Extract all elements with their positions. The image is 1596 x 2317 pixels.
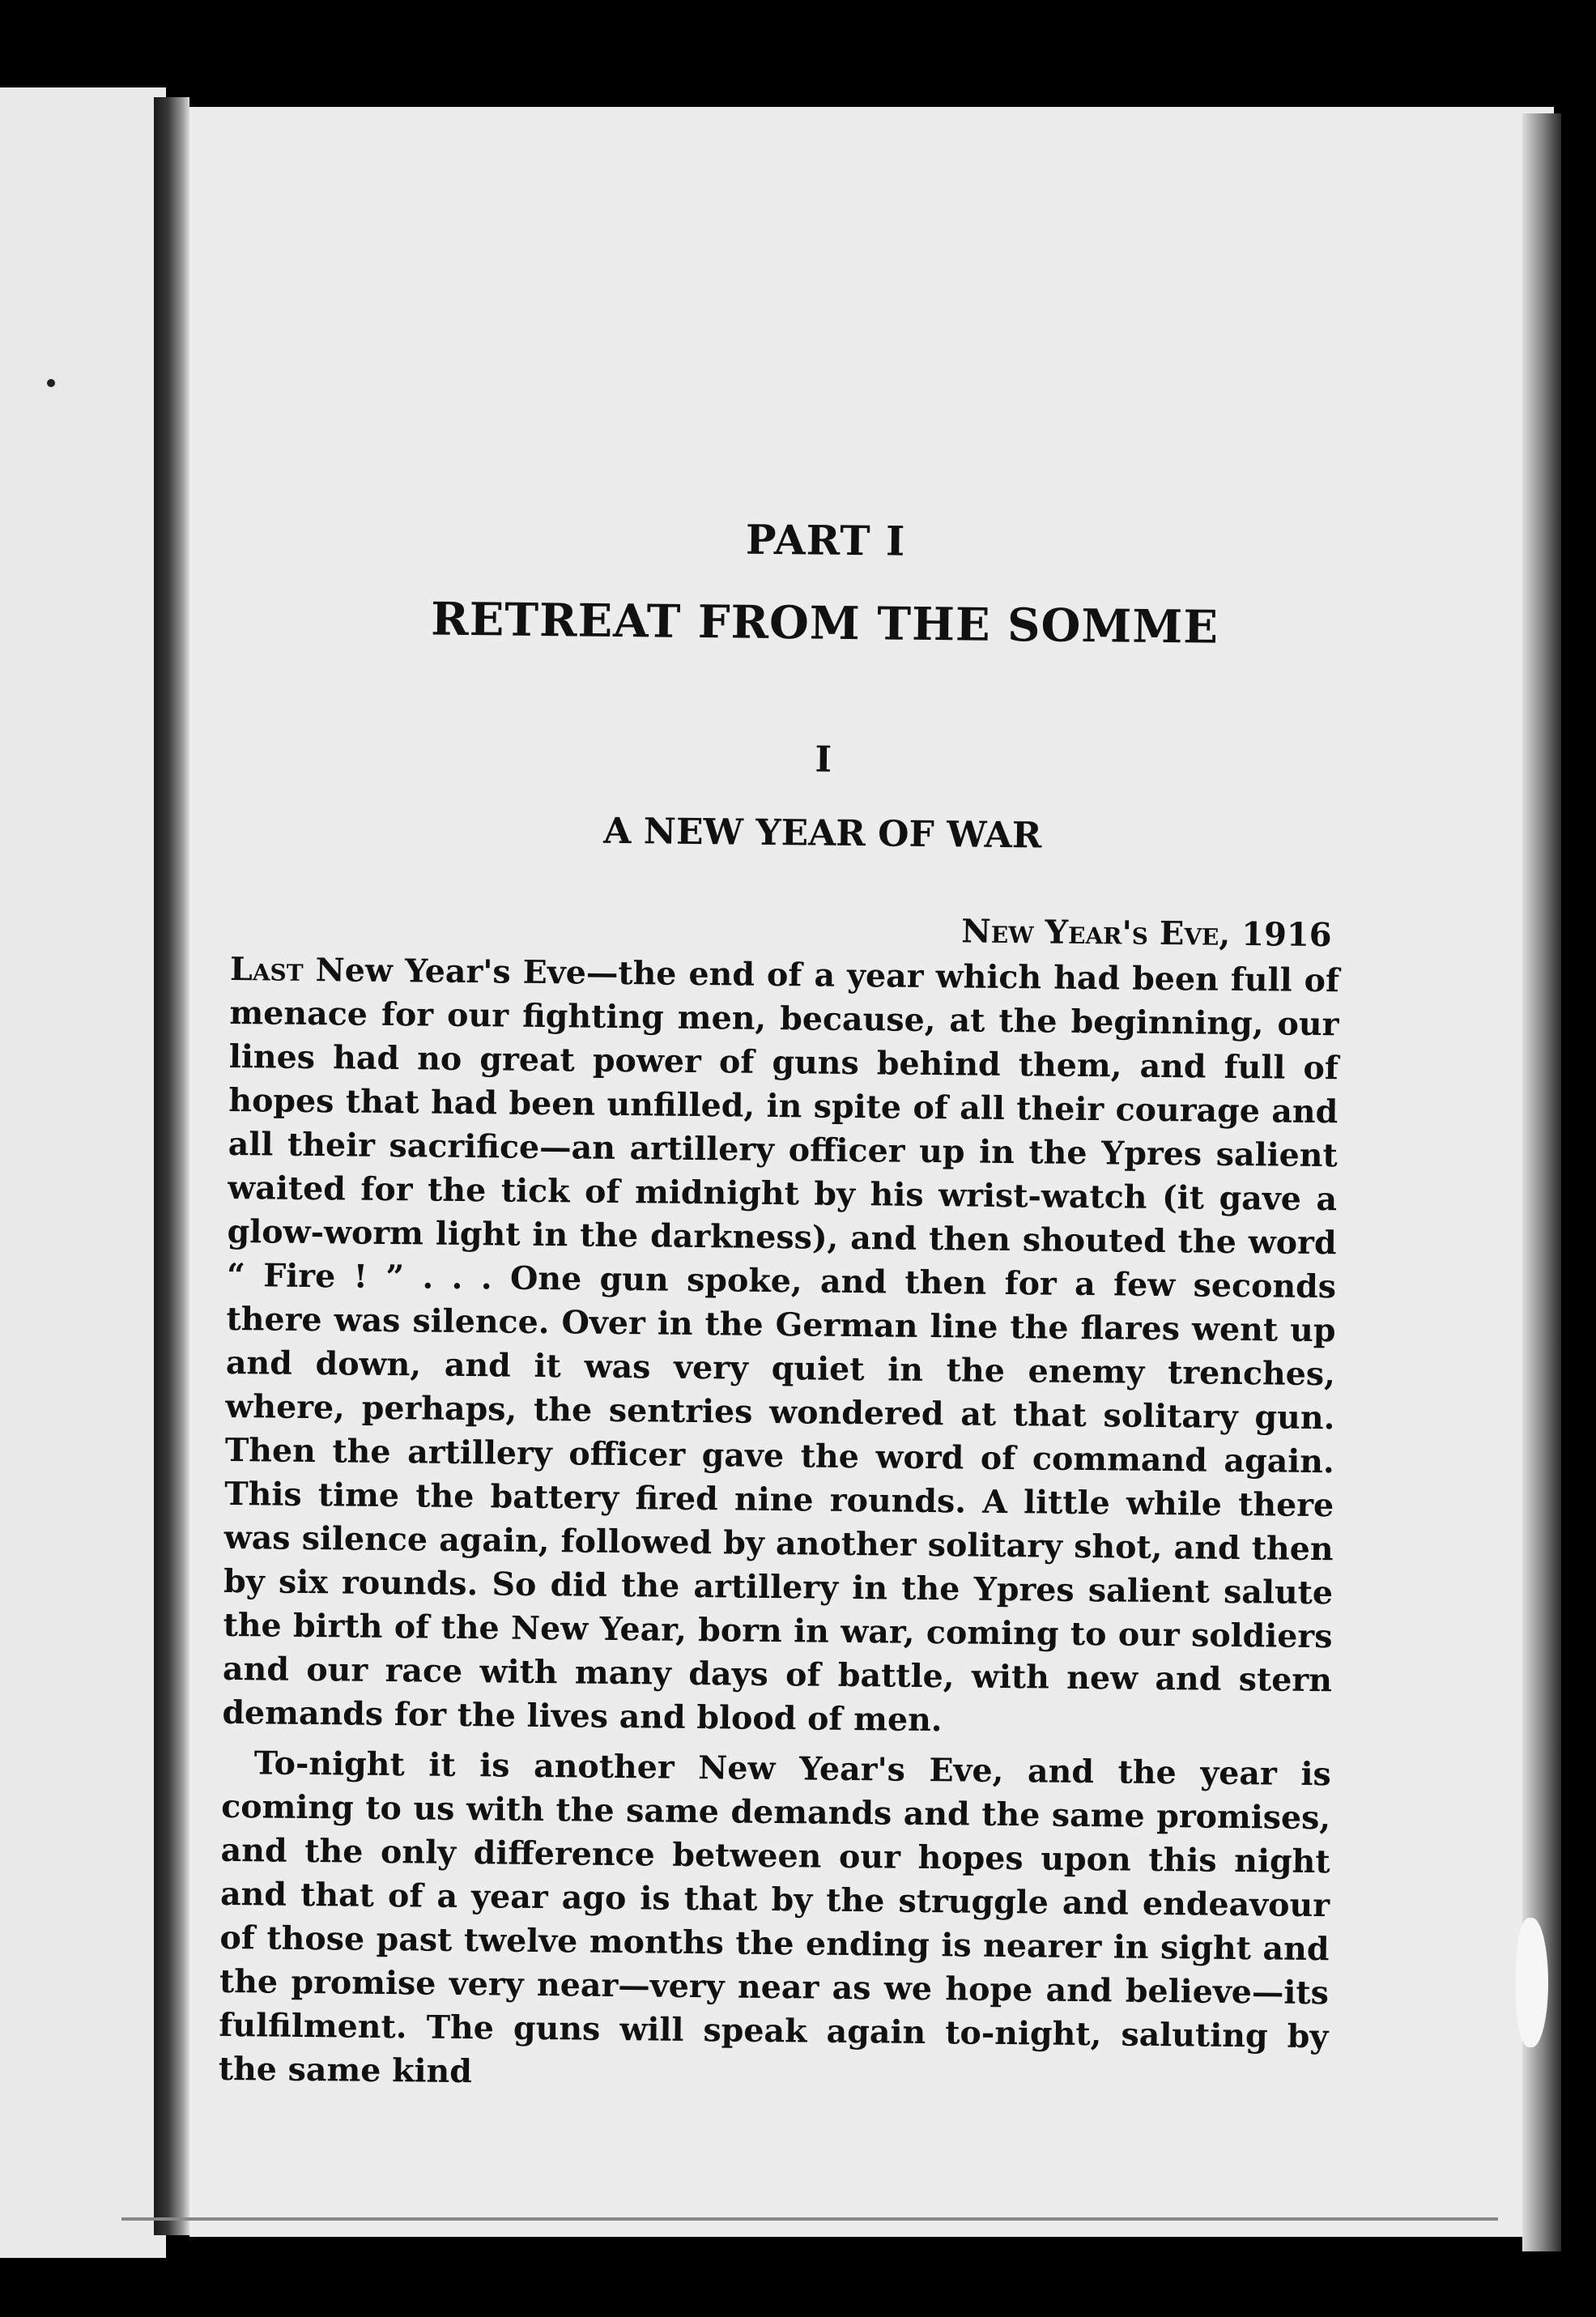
- facing-page-edge: [0, 87, 166, 2258]
- chapter-number: I: [815, 739, 832, 781]
- dateline: New Year's Eve, 1916: [961, 912, 1332, 955]
- paragraph-2: To-night it is another New Year's Eve, and the year is coming to us with the same demands and the same promises, and the only difference between our hopes upon this night and that of a year ago is that by the struggle and endeavour of those past twelve months the ending is nearer in sight and the promise very near—very near as we hope and believe—its fulfilment. The guns will speak again to-night, saluting by the same kind: [218, 1744, 1331, 2091]
- book-gutter: [154, 97, 189, 2235]
- paragraph-1: [222, 948, 1339, 1746]
- lead-word: Last: [229, 950, 304, 989]
- ink-speck: [47, 379, 55, 387]
- page-content: [219, 510, 1344, 2102]
- paragraph-1-text: New Year's Eve—the end of a year which had been full of menace for our fighting men, because, at the beginning, our lines had no great power of guns behind them, and full of hopes that had been unfilled, in spite of all their courage and all their sacrifice—an artillery officer up in the Ypres salient waited for the tick of midnight by his wrist-watch (it gave a glow-worm light in the darkness), and then shouted the word “ Fire ! ” . . . One gun spoke, and then for a few seconds there was silence. Over in the German line the flares went up and down, and it was very quiet in the enemy trenches, where, perhaps, the sentries wondered at that solitary gun. Then the artillery officer gave the word of command again. This time the battery fired nine rounds. A little while there was silence again, followed by another solitary shot, and then by six rounds. So did the artillery in the Ypres salient salute the birth of the New Year, born in war, coming to our soldiers and our race with many days of battle, with new and stern demands for the lives and blood of men.: [222, 951, 1340, 1740]
- page-edge-tear: [1516, 1918, 1548, 2047]
- page-bottom-edge: [121, 2217, 1498, 2221]
- part-heading: PART I: [745, 515, 906, 565]
- section-title: RETREAT FROM THE SOMME: [430, 592, 1219, 654]
- chapter-title: A NEW YEAR OF WAR: [603, 810, 1042, 857]
